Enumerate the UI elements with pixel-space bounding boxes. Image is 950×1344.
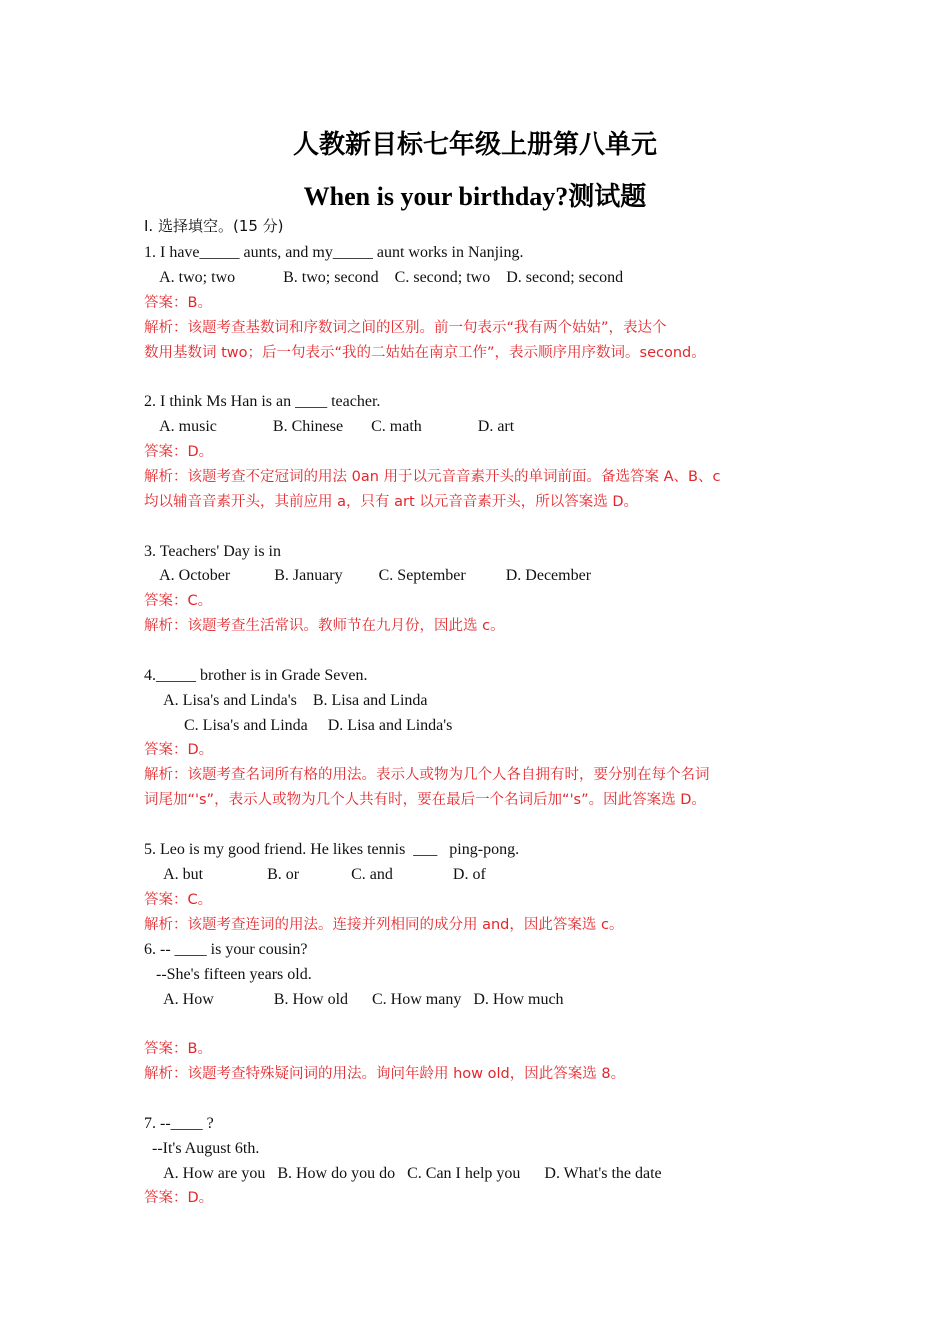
question-4-options-2: C. Lisa's and Linda D. Lisa and Linda's bbox=[144, 717, 453, 734]
question-5-answer: 答案：C。 bbox=[144, 892, 213, 908]
question-2-options: A. music B. Chinese C. math D. art bbox=[144, 418, 515, 435]
document-title-chinese: 人教新目标七年级上册第八单元 bbox=[292, 130, 657, 160]
question-2-stem: 2. I think Ms Han is an ____ teacher. bbox=[144, 393, 381, 410]
question-1-analysis-line-1: 解析：该题考查基数词和序数词之间的区别。前一句表示“我有两个姑姑”，表达个 bbox=[144, 320, 667, 336]
question-3-analysis-line-1: 解析：该题考查生活常识。教师节在九月份，因此选 c。 bbox=[144, 618, 505, 634]
question-6-analysis-line-1: 解析：该题考查特殊疑问词的用法。询问年龄用 how old，因此答案选 8。 bbox=[144, 1066, 626, 1082]
question-7-options: A. How are you B. How do you do C. Can I help you D. What's the date bbox=[144, 1165, 662, 1182]
question-6-options: A. How B. How old C. How many D. How much bbox=[144, 991, 564, 1008]
section-heading: Ⅰ. 选择填空。(15 分) bbox=[144, 217, 284, 235]
question-1-options: A. two; two B. two; second C. second; two D. second; second bbox=[144, 269, 624, 286]
question-6-stem-2: --She's fifteen years old. bbox=[144, 966, 312, 983]
question-2-analysis-line-2: 均以辅音音素开头，其前应用 a，只有 art 以元音音素开头，所以答案选 D。 bbox=[144, 494, 639, 510]
question-5-analysis-line-1: 解析：该题考查连词的用法。连接并列相同的成分用 and，因此答案选 c。 bbox=[144, 917, 624, 933]
question-6-stem: 6. -- ____ is your cousin? bbox=[144, 941, 308, 958]
question-5-stem: 5. Leo is my good friend. He likes tennis ___ ping-pong. bbox=[144, 841, 520, 858]
question-5-options: A. but B. or C. and D. of bbox=[144, 866, 486, 883]
question-4-stem: 4._____ brother is in Grade Seven. bbox=[144, 667, 368, 684]
question-7-answer: 答案：D。 bbox=[144, 1190, 214, 1206]
question-1-analysis-line-2: 数用基数词 two；后一句表示“我的二姑姑在南京工作”，表示顺序用序数词。second。 bbox=[144, 345, 706, 361]
question-3-stem: 3. Teachers' Day is in bbox=[144, 543, 281, 560]
question-7-stem-2: --It's August 6th. bbox=[144, 1140, 260, 1157]
document-title-english: When is your birthday?测试题 bbox=[303, 182, 647, 211]
question-3-answer: 答案：C。 bbox=[144, 593, 213, 609]
question-6-answer: 答案：B。 bbox=[144, 1041, 212, 1057]
question-1-answer: 答案：B。 bbox=[144, 295, 212, 311]
question-4-analysis-line-1: 解析：该题考查名词所有格的用法。表示人或物为几个人各自拥有时，要分别在每个名词 bbox=[144, 767, 710, 783]
question-7-stem: 7. --____ ? bbox=[144, 1115, 214, 1132]
question-4-analysis-line-2: 词尾加“'s”，表示人或物为几个人共有时，要在最后一个名词后加“'s”。因此答案选 D。 bbox=[144, 792, 706, 808]
question-1-stem: 1. I have_____ aunts, and my_____ aunt works in Nanjing. bbox=[144, 244, 524, 261]
question-2-analysis-line-1: 解析：该题考查不定冠词的用法 0an 用于以元音音素开头的单词前面。备选答案 A、B、c bbox=[144, 469, 721, 485]
question-4-options: A. Lisa's and Linda's B. Lisa and Linda bbox=[144, 692, 428, 709]
question-2-answer: 答案：D。 bbox=[144, 444, 214, 460]
question-3-options: A. October B. January C. September D. December bbox=[144, 567, 592, 584]
question-4-answer: 答案：D。 bbox=[144, 742, 214, 758]
